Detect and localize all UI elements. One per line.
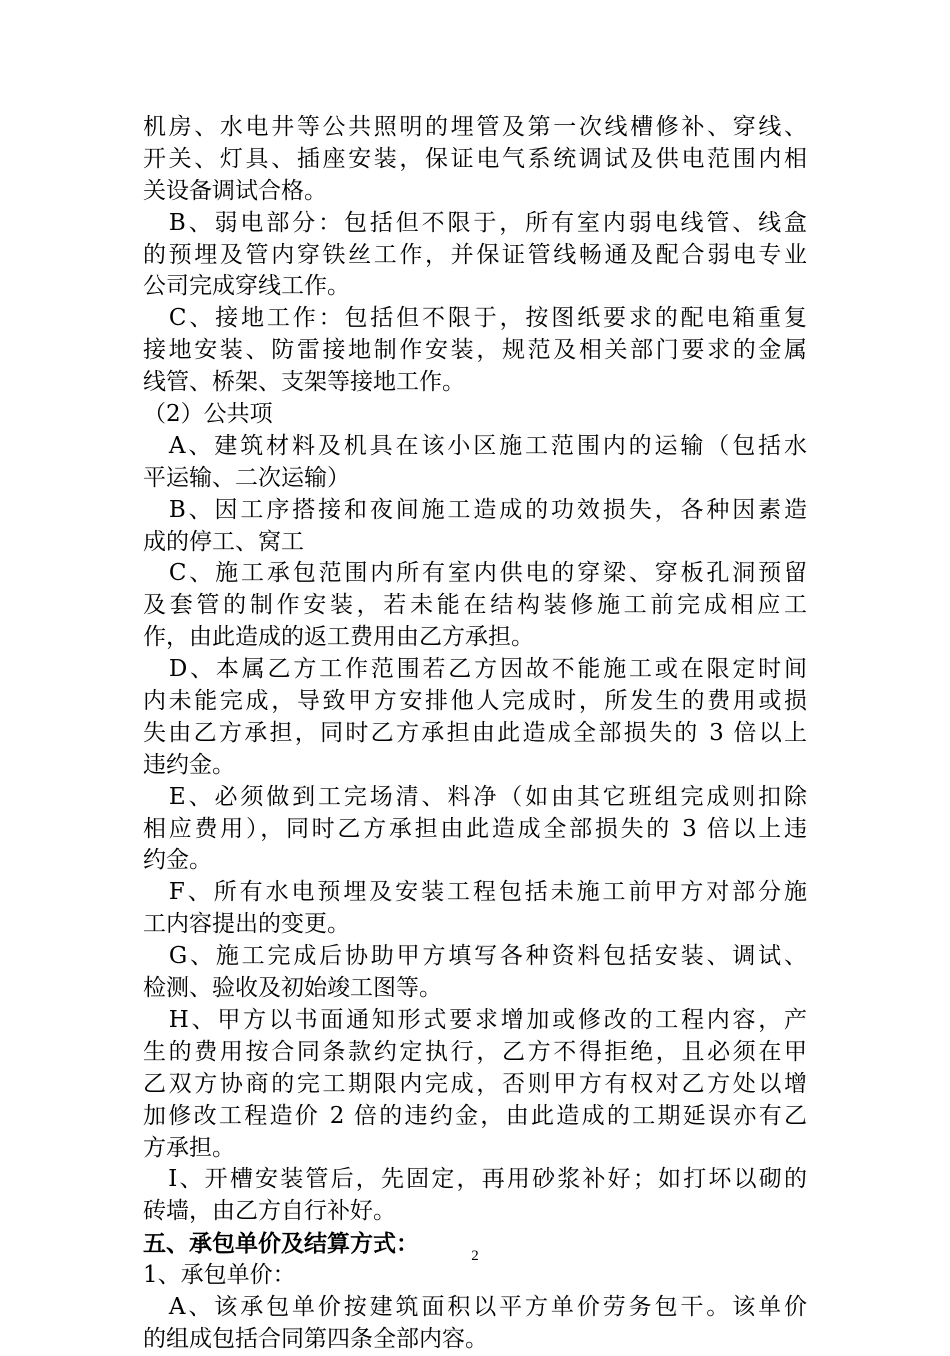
text-line: C、施工承包范围内所有室内供电的穿梁、穿板孔洞预留 [143, 560, 807, 587]
text-line: 作，由此造成的返工费用由乙方承担。 [143, 624, 534, 651]
text-line: D、本属乙方工作范围若乙方因故不能施工或在限定时间 [143, 656, 807, 683]
text-line: 检测、验收及初始竣工图等。 [143, 975, 442, 1002]
text-line: 方承担。 [143, 1134, 235, 1161]
text-line: 生的费用按合同条款约定执行，乙方不得拒绝，且必须在甲 [143, 1038, 807, 1065]
text-line: 线管、桥架、支架等接地工作。 [143, 369, 465, 396]
text-line: 成的停工、窝工 [143, 528, 304, 555]
page-number: 2 [471, 1248, 479, 1264]
text-line: 内未能完成，导致甲方安排他人完成时，所发生的费用或损 [143, 688, 807, 715]
text-line: 机房、水电井等公共照明的埋管及第一次线槽修补、穿线、 [143, 114, 807, 140]
text-line: H、甲方以书面通知形式要求增加或修改的工程内容，产 [143, 1006, 807, 1033]
text-line: 及套管的制作安装，若未能在结构装修施工前完成相应工 [143, 592, 807, 619]
text-line: E、必须做到工完场清、料净（如由其它班组完成则扣除 [143, 783, 807, 810]
text-line: 工内容提出的变更。 [143, 911, 350, 938]
text-line: A、建筑材料及机具在该小区施工范围内的运输（包括水 [143, 432, 807, 459]
text-line: 失由乙方承担，同时乙方承担由此造成全部损失的 3 倍以上 [143, 719, 807, 746]
text-line: 加修改工程造价 2 倍的违约金，由此造成的工期延误亦有乙 [143, 1102, 807, 1129]
document-body [143, 112, 807, 1356]
text-line: I、开槽安装管后，先固定，再用砂浆补好；如打坏以砌的 [143, 1166, 807, 1193]
text-line: C、接地工作：包括但不限于，按图纸要求的配电箱重复 [143, 305, 807, 332]
section-heading: 五、承包单价及结算方式： [143, 1230, 419, 1258]
text-line: 接地安装、防雷接地制作安装，规范及相关部门要求的金属 [143, 337, 807, 364]
text-line: G、施工完成后协助甲方填写各种资料包括安装、调试、 [143, 943, 807, 970]
text-line: 约金。 [143, 847, 212, 874]
text-line: F、所有水电预埋及安装工程包括未施工前甲方对部分施 [143, 879, 807, 906]
text-line: B、弱电部分：包括但不限于，所有室内弱电线管、线盒 [143, 209, 807, 236]
text-line: （2）公共项 [143, 401, 273, 428]
text-line: 砖墙，由乙方自行补好。 [143, 1198, 396, 1225]
text-line: 的预埋及管内穿铁丝工作，并保证管线畅通及配合弱电专业 [143, 241, 807, 268]
text-line: 开关、灯具、插座安装，保证电气系统调试及供电范围内相 [143, 145, 807, 172]
text-line: A、该承包单价按建筑面积以平方单价劳务包干。该单价 [143, 1293, 807, 1320]
text-line: 的组成包括合同第四条全部内容。 [143, 1325, 488, 1352]
text-line: B、因工序搭接和夜间施工造成的功效损失，各种因素造 [143, 496, 807, 523]
text-line: 1、承包单价： [143, 1262, 296, 1289]
text-line: 公司完成穿线工作。 [143, 273, 350, 300]
text-line: 相应费用），同时乙方承担由此造成全部损失的 3 倍以上违 [143, 815, 807, 842]
text-line: 平运输、二次运输） [143, 464, 350, 491]
text-line: 乙双方协商的完工期限内完成，否则甲方有权对乙方处以增 [143, 1070, 807, 1097]
text-line: 违约金。 [143, 751, 235, 778]
text-line: 关设备调试合格。 [143, 177, 327, 204]
